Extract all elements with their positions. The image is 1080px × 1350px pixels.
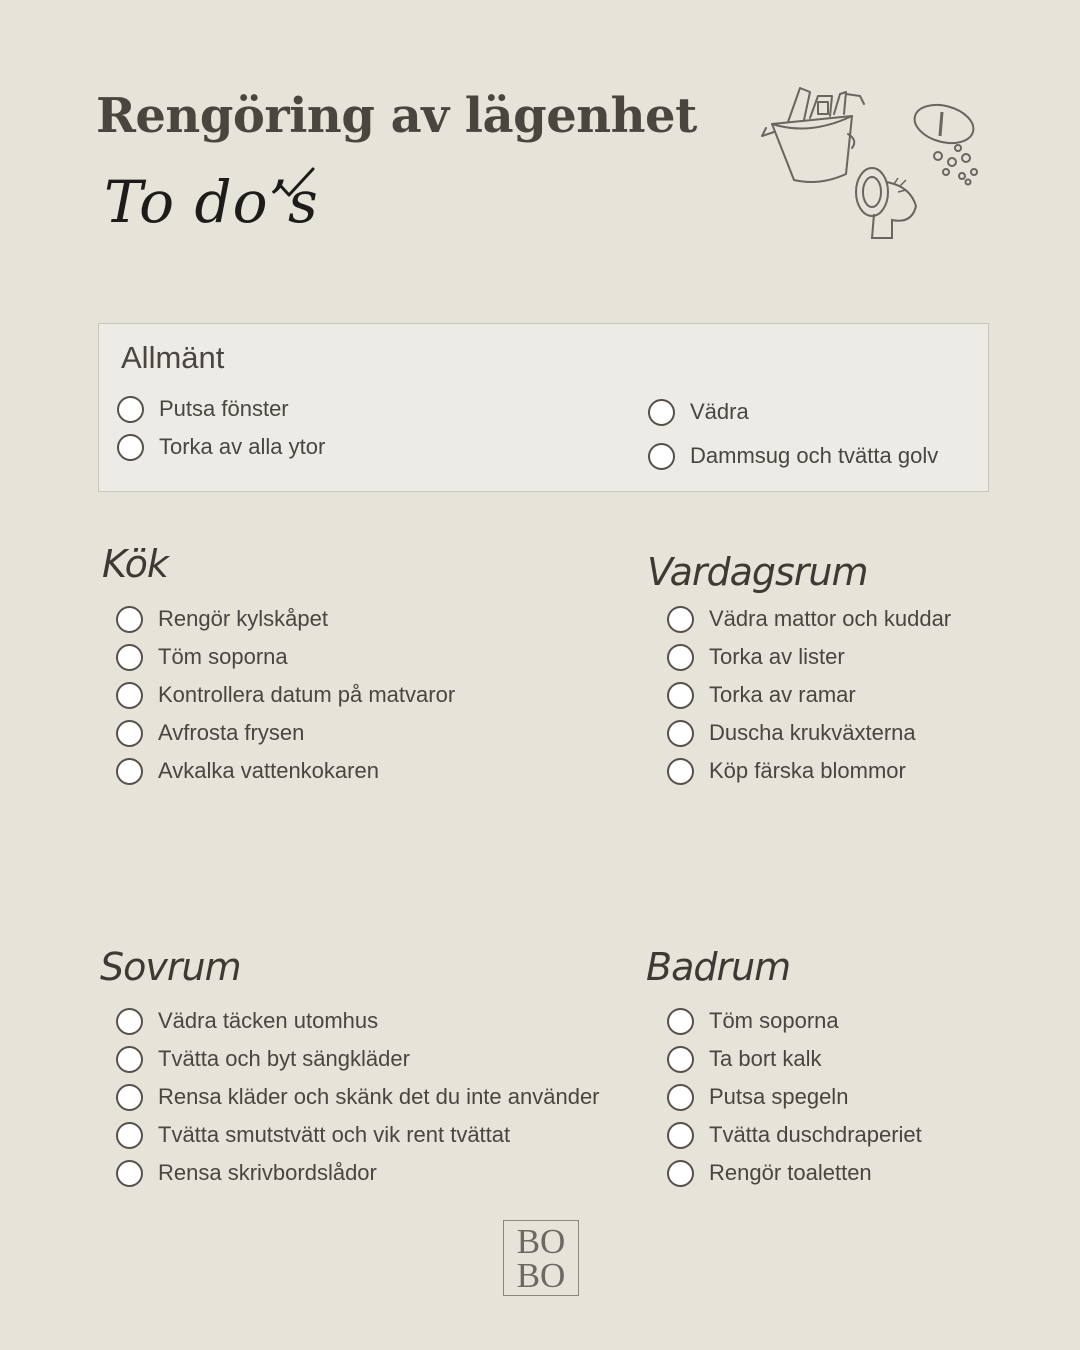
bathroom-title: Badrum [646,945,791,989]
todo-label: Putsa fönster [159,396,289,421]
checkbox-circle-icon[interactable] [116,1160,143,1187]
bedroom-list [116,1002,600,1192]
checkbox-circle-icon[interactable] [667,644,694,671]
checkbox-circle-icon[interactable] [667,1122,694,1149]
checkbox-circle-icon[interactable] [116,1008,143,1035]
todo-label: Avfrosta frysen [158,720,305,745]
page-title: Rengöring av lägenhet [96,88,697,144]
todo-label: Vädra [690,399,749,424]
todo-item[interactable] [667,1002,922,1040]
todo-item[interactable] [116,1154,600,1192]
todo-item[interactable] [116,1078,600,1116]
kitchen-list [116,600,455,790]
cleaning-illustration [760,74,990,244]
todo-label: Dammsug och tvätta golv [690,443,939,468]
todo-label: Duscha krukväxterna [709,720,916,745]
general-title: Allmänt [121,340,225,375]
checkbox-circle-icon[interactable] [667,1160,694,1187]
todo-label: Tvätta smutstvätt och vik rent tvättat [158,1122,511,1147]
checkbox-circle-icon[interactable] [667,606,694,633]
checkbox-circle-icon[interactable] [648,399,675,426]
bobo-logo [503,1220,579,1296]
todo-label: Tvätta och byt sängkläder [158,1046,410,1071]
checkbox-circle-icon[interactable] [117,396,144,423]
checkbox-circle-icon[interactable] [116,682,143,709]
todo-label: Torka av ramar [709,682,856,707]
soap-bubbles-icon [910,99,977,185]
todo-item[interactable] [116,1116,600,1154]
todo-item[interactable] [116,638,455,676]
cleaning-bucket-icon [762,88,864,182]
todo-label: Rensa kläder och skänk det du inte använder [158,1084,600,1109]
living-room-list [667,600,951,790]
todo-label: Köp färska blommor [709,758,906,783]
checkbox-circle-icon[interactable] [116,758,143,785]
todo-item[interactable] [667,1078,922,1116]
todo-item[interactable] [117,428,325,466]
bathroom-list [667,1002,922,1192]
todo-label: Torka av lister [709,644,845,669]
todo-item[interactable] [667,638,951,676]
todo-label: Tvätta duschdraperiet [709,1122,922,1147]
todo-label: Töm soporna [709,1008,839,1033]
living-room-title: Vardagsrum [647,550,868,594]
checkbox-circle-icon[interactable] [116,1122,143,1149]
todo-label: Vädra täcken utomhus [158,1008,379,1033]
toilet-icon [856,168,916,238]
todo-item[interactable] [667,752,951,790]
checkbox-circle-icon[interactable] [116,606,143,633]
todo-item[interactable] [667,1040,922,1078]
checkbox-circle-icon[interactable] [667,1008,694,1035]
todo-item[interactable] [667,1116,922,1154]
todo-item[interactable] [116,714,455,752]
todo-label: Töm soporna [158,644,288,669]
bedroom-title: Sovrum [100,945,241,989]
checkbox-circle-icon[interactable] [116,1046,143,1073]
todo-item[interactable] [116,1002,600,1040]
checkbox-circle-icon[interactable] [116,720,143,747]
todo-label: Avkalka vattenkokaren [158,758,379,783]
todo-label: Rengör toaletten [709,1160,872,1185]
checkbox-circle-icon[interactable] [116,1084,143,1111]
todo-label: Rensa skrivbordslådor [158,1160,377,1185]
kitchen-title: Kök [102,542,168,586]
todo-label: Putsa spegeln [709,1084,849,1109]
todo-item[interactable] [116,752,455,790]
logo-line: BO [516,1256,566,1295]
checkbox-circle-icon[interactable] [117,434,144,461]
checkmark-icon [276,166,316,202]
todo-label: Kontrollera datum på matvaror [158,682,456,707]
checkbox-circle-icon[interactable] [667,720,694,747]
todo-item[interactable] [667,600,951,638]
page-subtitle: To do’s [104,168,319,236]
logo-line: BO [516,1222,566,1261]
todo-item[interactable] [648,390,938,434]
todo-item[interactable] [648,434,938,478]
todo-item[interactable] [667,676,951,714]
checkbox-circle-icon[interactable] [648,443,675,470]
todo-label: Rengör kylskåpet [158,606,328,631]
general-panel [98,323,989,492]
todo-label: Vädra mattor och kuddar [709,606,952,631]
checkbox-circle-icon[interactable] [667,1084,694,1111]
checkbox-circle-icon[interactable] [667,758,694,785]
checkbox-circle-icon[interactable] [667,682,694,709]
todo-item[interactable] [667,1154,922,1192]
todo-item[interactable] [116,1040,600,1078]
todo-item[interactable] [117,390,325,428]
todo-label: Ta bort kalk [709,1046,822,1071]
todo-item[interactable] [116,600,455,638]
checkbox-circle-icon[interactable] [667,1046,694,1073]
todo-item[interactable] [116,676,455,714]
todo-item[interactable] [667,714,951,752]
todo-label: Torka av alla ytor [159,434,326,459]
checkbox-circle-icon[interactable] [116,644,143,671]
